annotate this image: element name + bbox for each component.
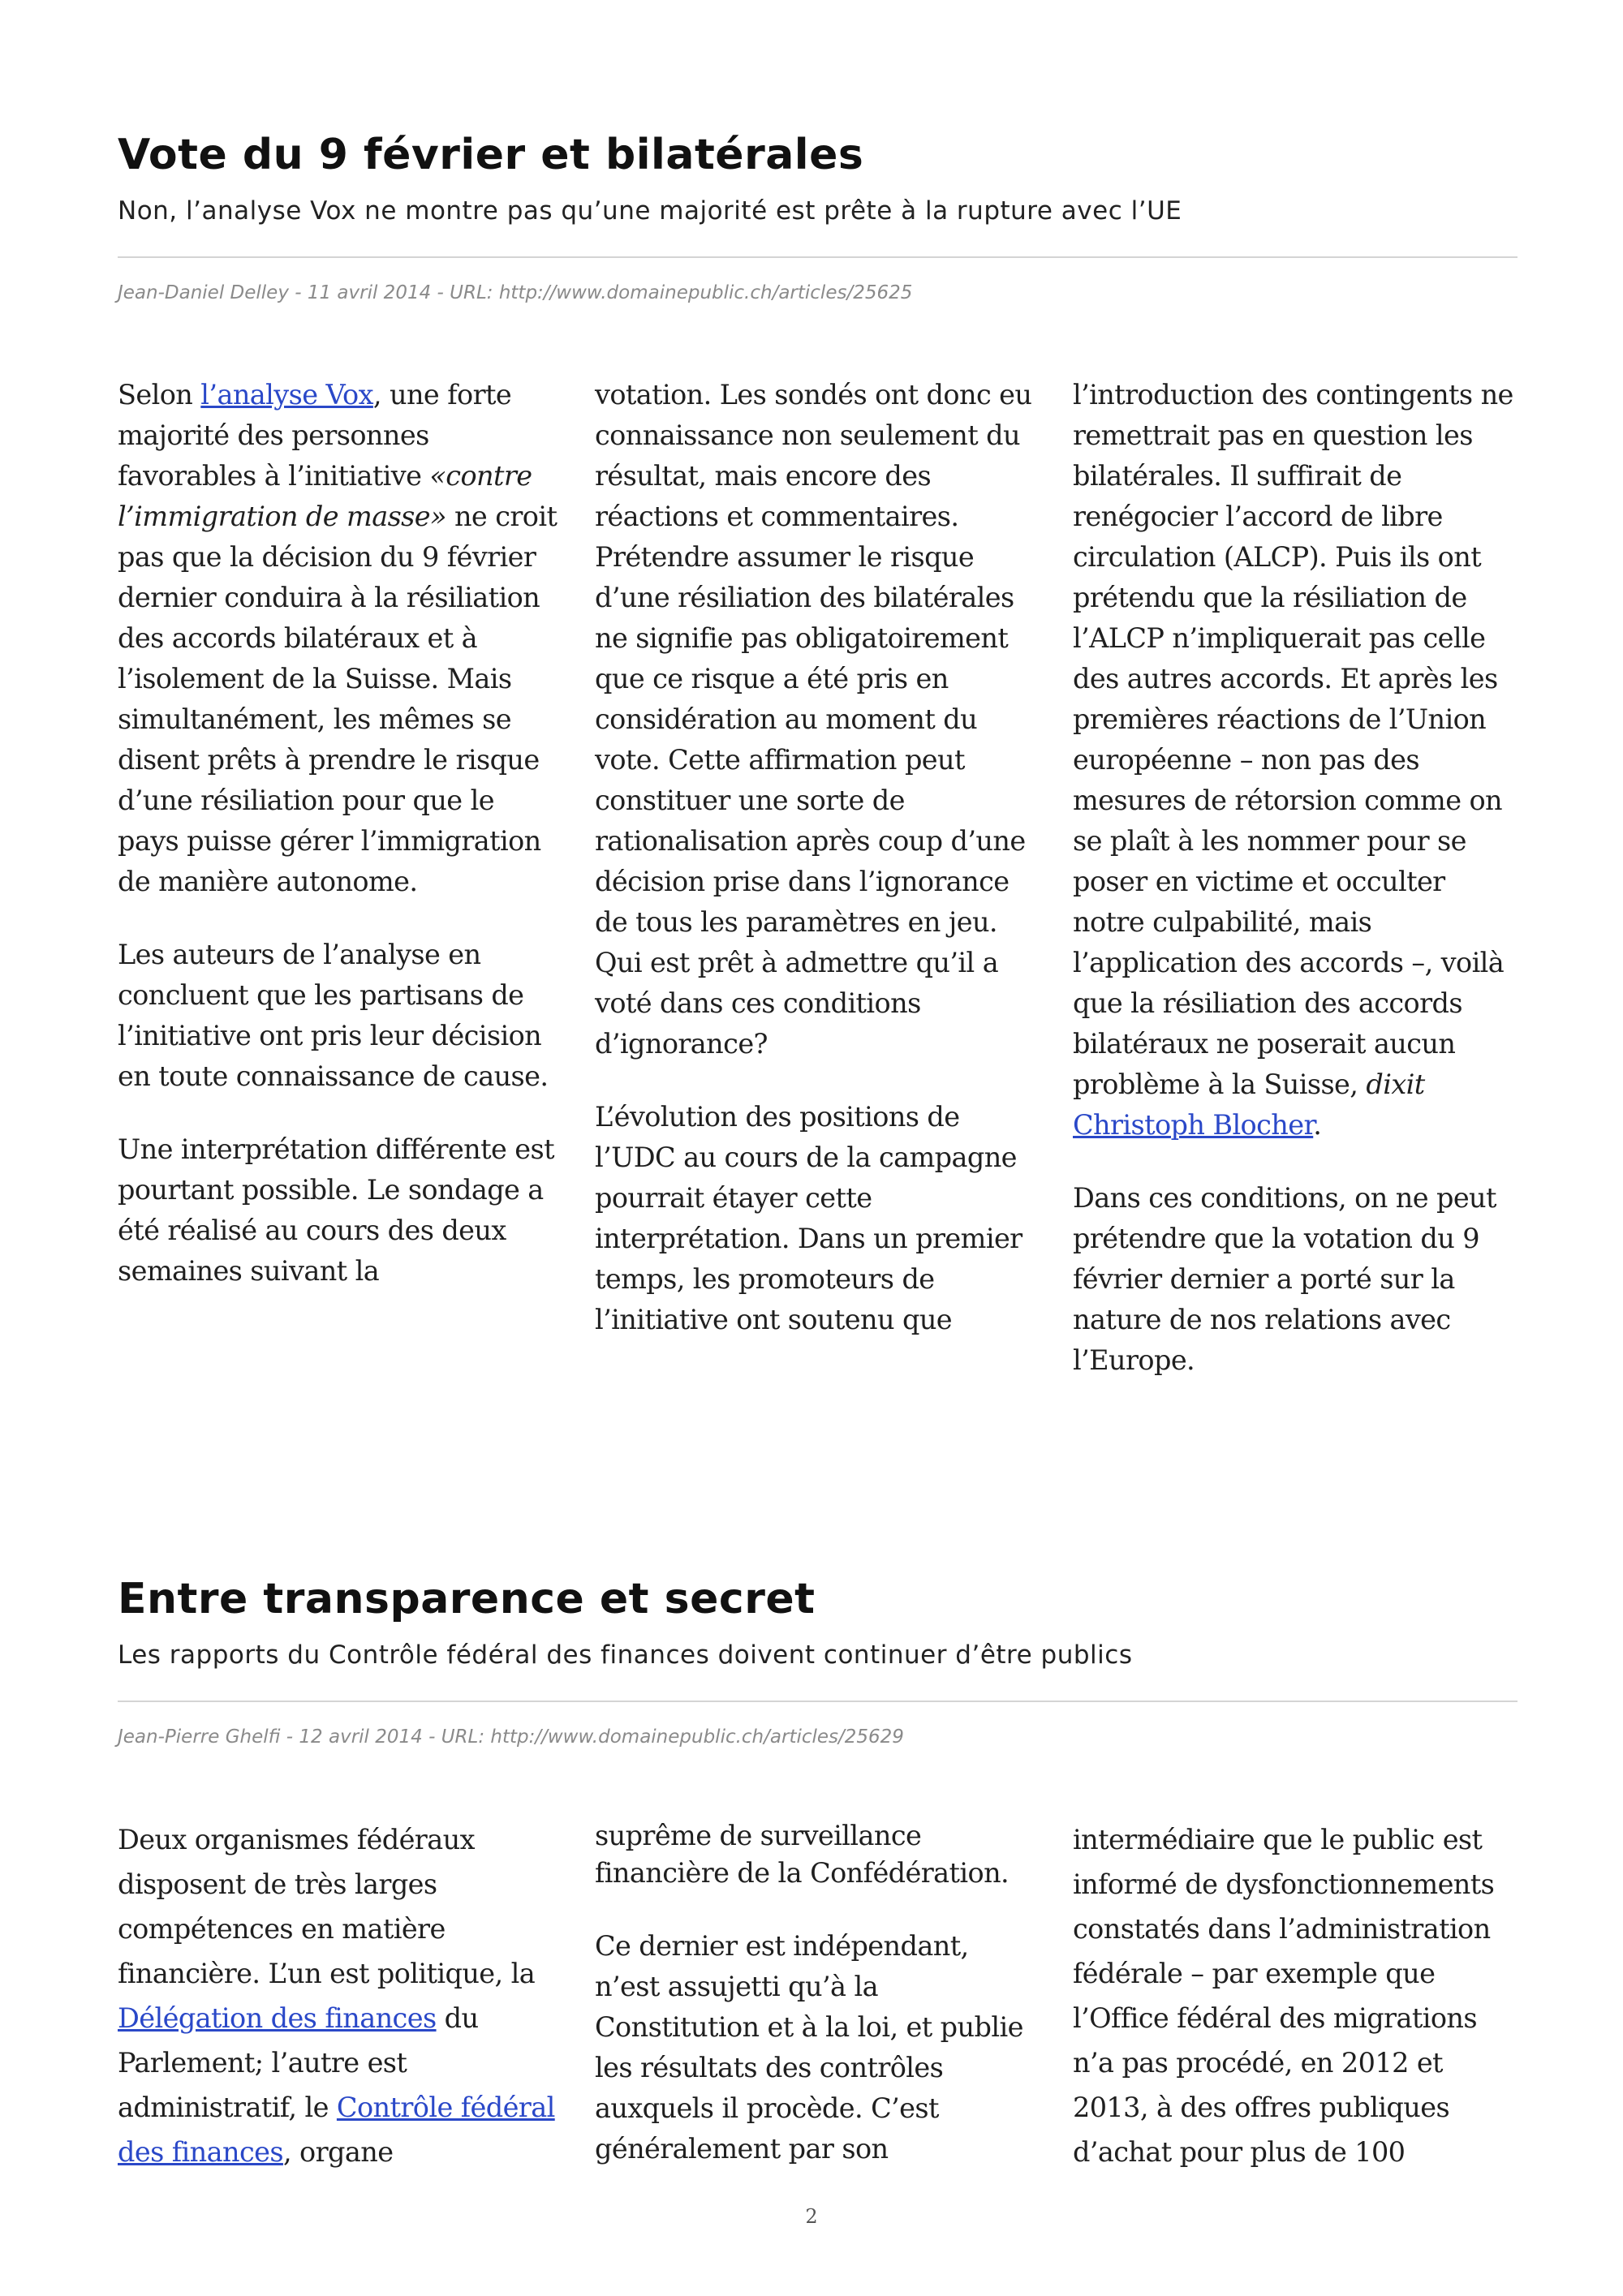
column-2 [595,375,1037,1373]
paragraph [118,375,560,902]
paragraph: votation. Les sondés ont donc eu connaissance non seulement du résultat, mais encore des réactions et commentaires. Prétendre assumer le risque d’une résiliation des bilatérales ne signifie pas obligatoirement que ce risque a été pris en considération au moment du vote. Cette affirmation peut constituer une sorte de rationalisation après coup d’une décision prise dans l’ignorance de tous les paramètres en jeu. Qui est prêt à admettre qu’il a voté dans ces conditions d’ignorance? [595,379,1032,1060]
paragraph [1073,375,1515,1146]
paragraph: Dans ces conditions, on ne peut prétendre que la votation du 9 février dernier a porté sur la nature de nos relations avec l’Europe. [1073,1182,1496,1376]
paragraph: Une interprétation différente est pourtant possible. Le sondage a été réalisé au cours des deux semaines suivant la [118,1133,554,1287]
text: l’introduction des contingents ne remettrait pas en question les bilatérales. Il suffirait de renégocier l’accord de libre circulation (ALCP). Puis ils ont prétendu que la résiliation de l’ALCP n’impliquerait pas celle des autres accords. Et après les premières réactions de l’Union européenne – non pas des mesures de rétorsion comme on se plaît à les nommer pour se poser en victime et occulter notre culpabilité, mais l’application des accords –, voilà que la résiliation des accords bilatéraux ne poserait aucun problème à la Suisse, [1073,379,1513,1100]
text: , organe [282,2136,394,2168]
divider [118,256,1518,258]
article-meta: Jean-Daniel Delley - 11 avril 2014 - URL: http://www.domainepublic.ch/articles/25625 [118,282,913,304]
column-1 [118,1817,560,2208]
emphasis-text: «contre l’immigration de masse» [118,460,532,532]
paragraph: L’évolution des positions de l’UDC au cours de la campagne pourrait étayer cette interprétation. Dans un premier temps, les promoteurs de l’initiative ont soutenu que [595,1101,1022,1335]
article-meta: Jean-Pierre Ghelfi - 12 avril 2014 - URL: http://www.domainepublic.ch/articles/25629 [118,1726,904,1748]
paragraph: suprême de surveillance financière de la Confédération. [595,1820,1010,1889]
column-1 [118,375,560,1324]
text: , une forte majorité des personnes favorables à l’initiative [118,379,512,492]
article-subtitle: Les rapports du Contrôle fédéral des finances doivent continuer d’être publics [118,1640,1133,1670]
article-vote-9-fevrier [118,130,1518,1376]
column-3 [1073,1817,1515,2208]
article-subtitle: Non, l’analyse Vox ne montre pas qu’une majorité est prête à la rupture avec l’UE [118,196,1182,226]
text: Selon [118,379,201,411]
column-3 [1073,375,1515,1413]
article-transparence-secret [118,1574,1518,2168]
article-body [118,1817,1518,2191]
paragraph: Ce dernier est indépendant, n’est assujetti qu’à la Constitution et à la loi, et publie les résultats des contrôles auxquels il procède. C’est généralement par son [595,1930,1023,2165]
text: ne croit pas que la décision du 9 février dernier conduira à la résiliation des accords bilatéraux et à l’isolement de la Suisse. Mais simultanément, les mêmes se disent prêts à prendre le risque d’une résiliation pour que le pays puisse gérer l’immigration de manière autonome. [118,501,558,897]
article-title: Vote du 9 février et bilatérales [118,131,864,179]
paragraph: Les auteurs de l’analyse en concluent que les partisans de l’initiative ont pris leur décision en toute connaissance de cause. [118,939,549,1092]
divider [118,1701,1518,1702]
paragraph [118,1817,560,2174]
page-number: 2 [805,2205,818,2228]
text: du Parlement; l’autre est administratif, le [118,2002,479,2123]
link-delegation-finances[interactable]: Délégation des finances [118,2002,437,2034]
link-controle-federal-finances[interactable]: Contrôle fédéral des finances [118,2092,555,2168]
article-body [118,375,1518,1389]
paragraph: intermédiaire que le public est informé de dysfonctionnements constatés dans l’administration fédérale – par exemple que l’Office fédéral des migrations n’a pas procédé, en 2012 et 2013, à des offres publiques d’achat pour plus de 100 [1073,1824,1495,2168]
emphasis-text: dixit [1366,1068,1425,1100]
text: Deux organismes fédéraux disposent de très larges compétences en matière financière. L’un est politique, la [118,1824,536,1989]
link-christoph-blocher[interactable]: Christoph Blocher [1073,1109,1314,1141]
column-2 [595,1817,1037,2204]
article-title: Entre transparence et secret [118,1575,816,1623]
text: . [1313,1109,1322,1141]
link-analyse-vox[interactable]: l’analyse Vox [200,379,373,411]
